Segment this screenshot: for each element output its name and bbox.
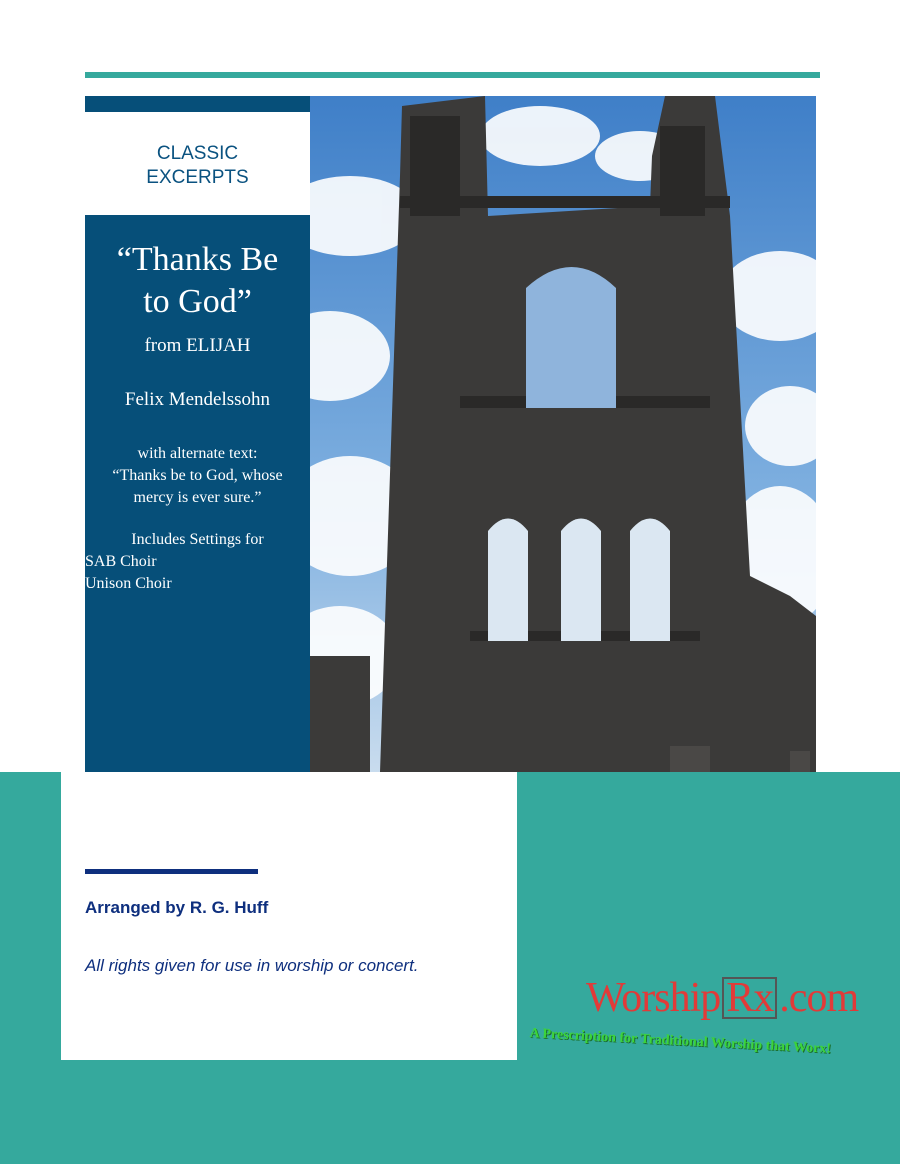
rights-notice: All rights given for use in worship or concert.	[85, 956, 419, 975]
settings-list	[85, 529, 310, 595]
alt-text-line-2: “Thanks be to God, whose	[112, 467, 283, 484]
setting-item: SAB Choir	[85, 553, 157, 570]
arranger-credit: Arranged by R. G. Huff	[85, 898, 269, 917]
alt-text-line-3: mercy is ever sure.”	[133, 489, 262, 506]
alt-text-line-1: with alternate text:	[137, 445, 258, 462]
credits-rule	[85, 869, 258, 874]
title-panel	[85, 215, 310, 772]
logo-domain: .com	[779, 975, 859, 1021]
title-line-1: “Thanks Be	[116, 241, 279, 278]
logo-word: Worship	[586, 975, 721, 1021]
title-line-2: to God”	[143, 283, 252, 320]
logo-tagline: A Prescription for Traditional Worship that Worx!	[529, 1026, 832, 1057]
piece-title	[85, 239, 310, 323]
header-bar	[85, 96, 310, 112]
setting-item: Unison Choir	[85, 575, 172, 592]
top-rule	[85, 72, 820, 78]
series-label	[85, 142, 310, 190]
worshiprx-logo	[526, 968, 900, 1058]
composer-name: Felix Mendelssohn	[124, 389, 271, 410]
source-work: from ELIJAH	[144, 335, 251, 356]
alternate-text	[85, 443, 310, 509]
logo-wordmark	[586, 974, 858, 1022]
rx-symbol-icon: Rx	[722, 977, 777, 1019]
settings-heading: Includes Settings for	[131, 531, 264, 548]
series-line-2: EXCERPTS	[146, 167, 249, 188]
series-line-1: CLASSIC	[156, 143, 239, 164]
cathedral-ruin-photo	[310, 96, 816, 772]
